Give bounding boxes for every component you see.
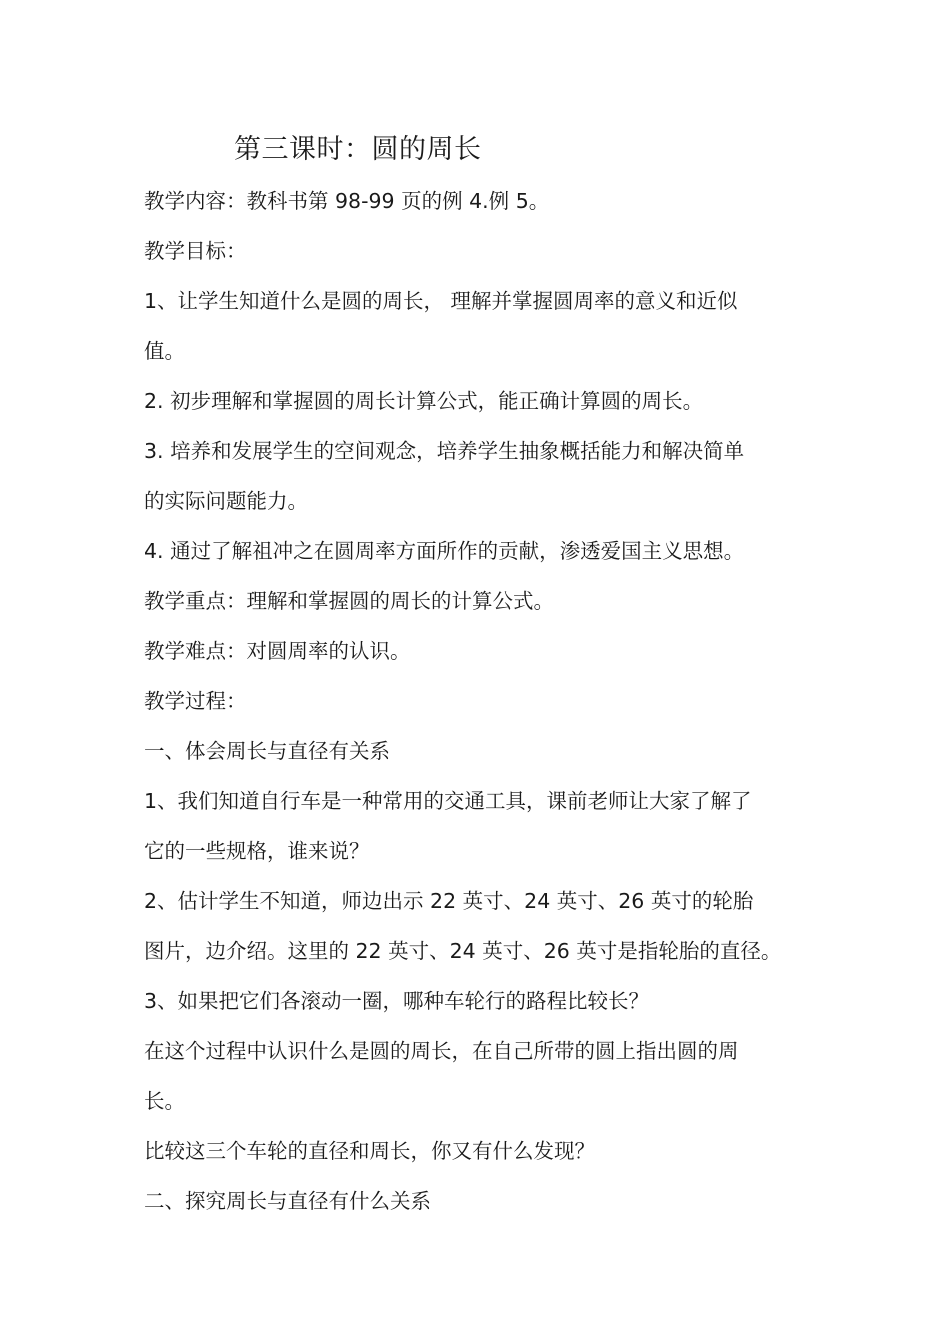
text-line: 2. 初步理解和掌握圆的周长计算公式，能正确计算圆的周长。: [144, 389, 704, 413]
lesson-body: [144, 176, 844, 1226]
text-line: 在这个过程中认识什么是圆的周长，在自己所带的圆上指出圆的周: [144, 1039, 739, 1063]
text-line: 教学内容：教科书第 98-99 页的例 4.例 5。: [144, 189, 550, 213]
text-line: 1、我们知道自行车是一种常用的交通工具，课前老师让大家了解了: [144, 789, 752, 813]
lesson-title: 第三课时：圆的周长: [234, 134, 482, 165]
section-heading: 一、体会周长与直径有关系: [144, 739, 390, 763]
text-line: 教学过程：: [144, 689, 247, 713]
text-line: 3、如果把它们各滚动一圈，哪种车轮行的路程比较长？: [144, 989, 650, 1013]
text-line: 教学目标：: [144, 239, 247, 263]
text-line: 比较这三个车轮的直径和周长，你又有什么发现？: [144, 1139, 595, 1163]
text-line: 教学难点：对圆周率的认识。: [144, 639, 411, 663]
text-line: 3. 培养和发展学生的空间观念，培养学生抽象概括能力和解决简单: [144, 439, 745, 463]
text-line: 值。: [144, 339, 185, 363]
section-heading: 二、探究周长与直径有什么关系: [144, 1189, 431, 1213]
text-line: 教学重点：理解和掌握圆的周长的计算公式。: [144, 589, 554, 613]
text-line: 4. 通过了解祖冲之在圆周率方面所作的贡献，渗透爱国主义思想。: [144, 539, 745, 563]
text-line: 的实际问题能力。: [144, 489, 308, 513]
text-line: 长。: [144, 1089, 185, 1113]
text-line: 2、估计学生不知道，师边出示 22 英寸、24 英寸、26 英寸的轮胎: [144, 889, 754, 913]
text-line: 1、让学生知道什么是圆的周长， 理解并掌握圆周率的意义和近似: [144, 289, 738, 313]
text-line: 图片，边介绍。这里的 22 英寸、24 英寸、26 英寸是指轮胎的直径。: [144, 939, 782, 963]
text-line: 它的一些规格，谁来说？: [144, 839, 370, 863]
